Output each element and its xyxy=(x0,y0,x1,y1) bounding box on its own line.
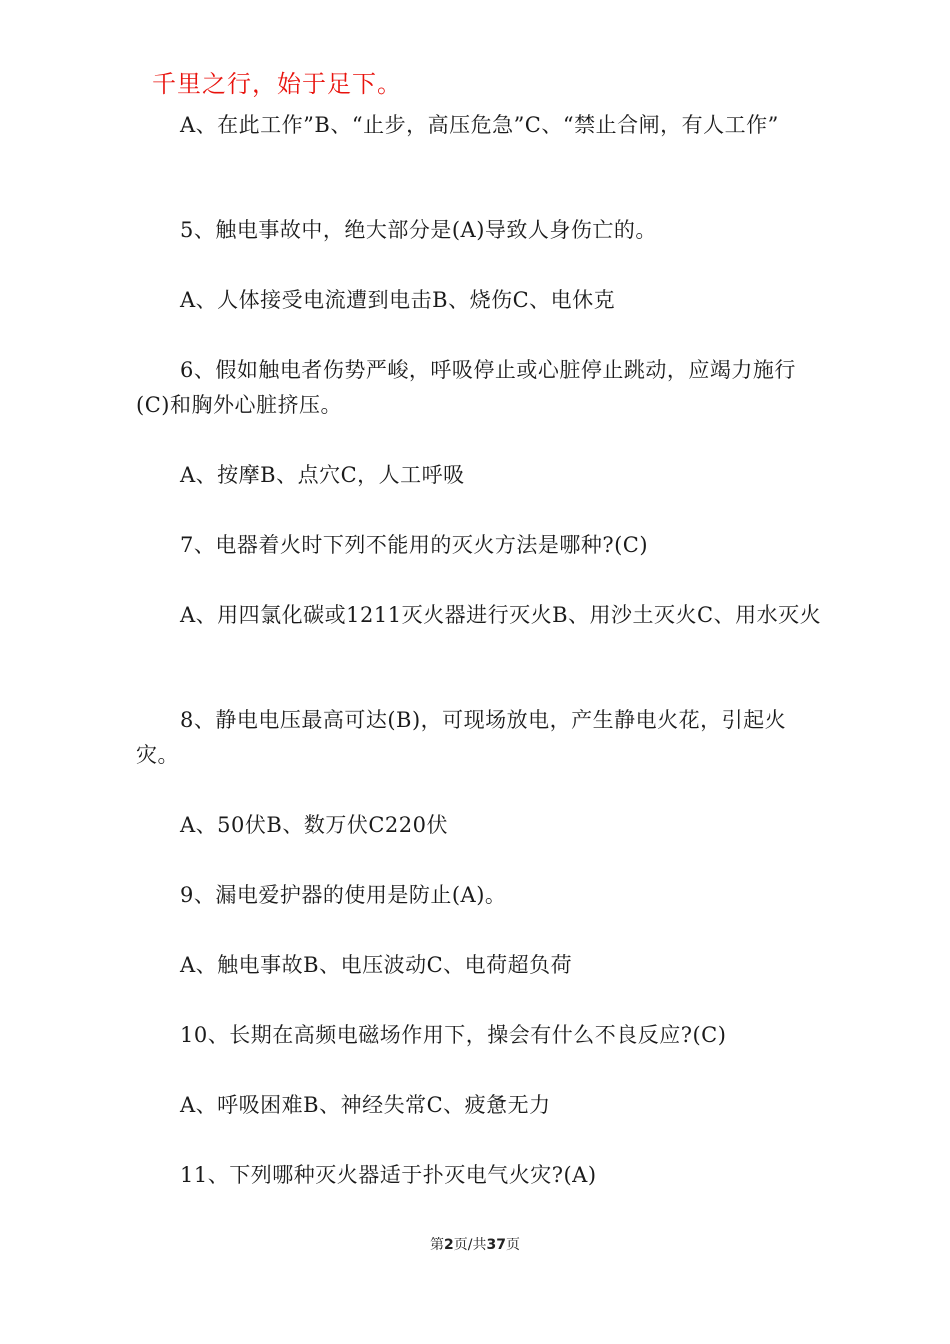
answer-options: A、用四氯化碳或1211灭火器进行灭火B、用沙土灭火C、用水灭火 xyxy=(180,603,822,627)
question-text: 7、电器着火时下列不能用的灭火方法是哪种?(C) xyxy=(180,533,649,557)
question-text: 8、静电电压最高可达(B)，可现场放电，产生静电火花，引起火灾。 xyxy=(136,708,787,767)
question-text: A、在此工作”B、“止步，高压危急”C、“禁止合闸，有人工作” xyxy=(180,113,779,137)
question-text: 10、长期在高频电磁场作用下，操会有什么不良反应?(C) xyxy=(180,1023,727,1047)
question-text: 11、下列哪种灭火器适于扑灭电气火灾?(A) xyxy=(180,1163,597,1187)
header-motto: 千里之行，始于足下。 xyxy=(152,70,402,98)
question-text: 5、触电事故中，绝大部分是(A)导致人身伤亡的。 xyxy=(180,218,657,242)
answer-options: A、50伏B、数万伏C220伏 xyxy=(180,813,448,837)
footer-page-number: 2 xyxy=(444,1237,454,1253)
answer-options: A、按摩B、点穴C，人工呼吸 xyxy=(180,463,465,487)
question-text: 9、漏电爱护器的使用是防止(A)。 xyxy=(180,883,507,907)
answer-options: A、呼吸困难B、神经失常C、疲惫无力 xyxy=(180,1093,551,1117)
question-text: 6、假如触电者伤势严峻，呼吸停止或心脏停止跳动，应竭力施行(C)和胸外心脏挤压。 xyxy=(136,358,796,417)
footer-total-pages: 37 xyxy=(486,1237,506,1253)
footer-prefix: 第 xyxy=(430,1237,445,1253)
answer-options: A、触电事故B、电压波动C、电荷超负荷 xyxy=(180,953,573,977)
footer-suffix: 页 xyxy=(505,1237,520,1253)
footer-middle: 页/共 xyxy=(453,1237,487,1253)
answer-options: A、人体接受电流遭到电击B、烧伤C、电休克 xyxy=(180,288,616,312)
page-footer xyxy=(0,1234,950,1254)
